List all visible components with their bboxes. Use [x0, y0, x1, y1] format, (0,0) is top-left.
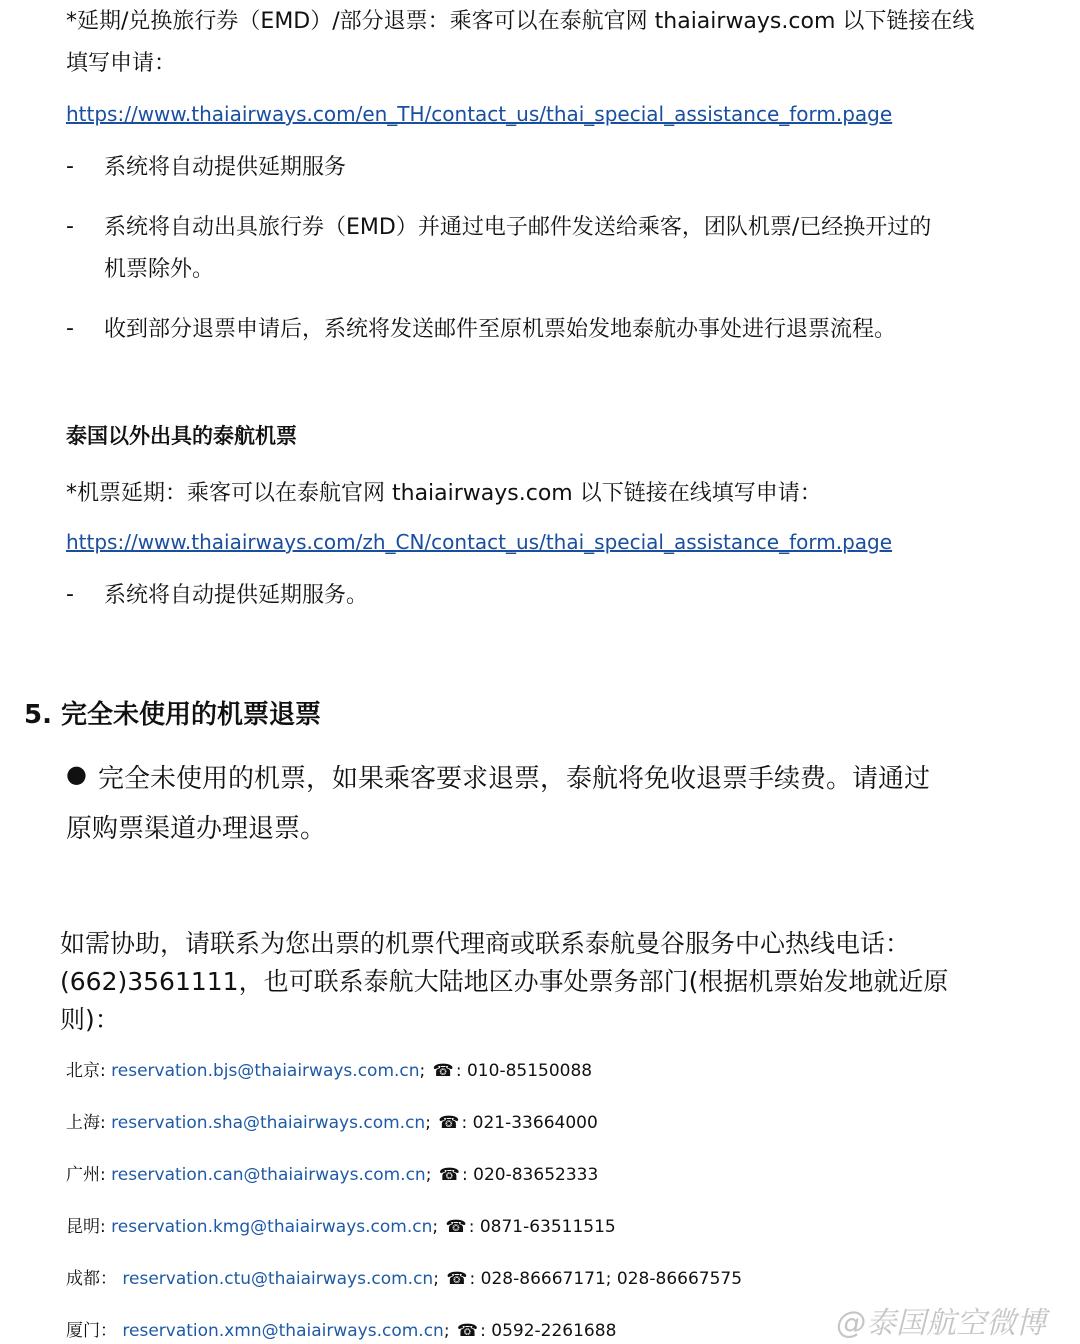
- section-5-heading: 5. 完全未使用的机票退票: [24, 700, 322, 730]
- help-line-1: 如需协助，请联系为您出票的机票代理商或联系泰航曼谷服务中心热线电话：: [60, 929, 911, 958]
- email-link[interactable]: reservation.bjs@thaiairways.com.cn: [111, 1061, 420, 1081]
- separator: ;: [443, 1321, 450, 1341]
- phone-number: : 010-85150088: [455, 1061, 593, 1081]
- dash-marker: -: [66, 582, 74, 607]
- watermark: @泰国航空微博: [836, 1306, 1046, 1341]
- phone-number: : 0871-63511515: [468, 1217, 616, 1237]
- phone-number: : 021-33664000: [461, 1113, 598, 1133]
- thailand-form-link[interactable]: https://www.thaiairways.com/en_TH/contact_us/thai_special_assistance_form.page: [66, 102, 893, 126]
- city-label: 北京:: [66, 1061, 106, 1081]
- city-label: 广州:: [66, 1165, 106, 1185]
- thailand-bullet-2-line-2: 机票除外。: [104, 257, 215, 282]
- dash-marker: -: [66, 316, 74, 341]
- city-label: 上海:: [66, 1113, 106, 1133]
- section-5-line-1: 完全未使用的机票，如果乘客要求退票，泰航将免收退票手续费。请通过: [98, 764, 931, 794]
- phone-number: : 028-86667171; 028-86667575: [469, 1269, 743, 1289]
- phone-number: : 020-83652333: [462, 1165, 599, 1185]
- phone-number: : 0592-2261688: [480, 1321, 617, 1341]
- city-label: 厦门：: [66, 1321, 117, 1341]
- outside-bullet-1: 系统将自动提供延期服务。: [104, 583, 369, 608]
- phone-icon: ☎: [438, 1165, 461, 1185]
- email-link[interactable]: reservation.ctu@thaiairways.com.cn: [122, 1269, 434, 1289]
- section-5-line-2: 原购票渠道办理退票。: [66, 814, 327, 844]
- contact-row: [66, 1316, 616, 1341]
- city-label: 成都：: [66, 1269, 117, 1289]
- thailand-line-2: 填写申请：: [66, 51, 177, 76]
- bullet-dot: ●: [66, 760, 87, 788]
- phone-icon: ☎: [438, 1113, 460, 1133]
- email-link[interactable]: reservation.xmn@thaiairways.com.cn: [122, 1321, 444, 1341]
- phone-icon: ☎: [445, 1217, 467, 1237]
- contact-row: [66, 1108, 598, 1133]
- thailand-bullet-2-line-1: 系统将自动出具旅行券（EMD）并通过电子邮件发送给乘客，团队机票/已经换开过的: [104, 215, 932, 240]
- outside-form-link[interactable]: https://www.thaiairways.com/zh_CN/contact_us/thai_special_assistance_form.page: [66, 530, 893, 554]
- outside-heading: 泰国以外出具的泰航机票: [66, 424, 297, 448]
- help-line-3: 则)：: [60, 1005, 120, 1034]
- outside-line-1: *机票延期：乘客可以在泰航官网 thaiairways.com 以下链接在线填写申请：: [66, 481, 822, 506]
- separator: ;: [419, 1061, 426, 1081]
- phone-icon: ☎: [432, 1061, 454, 1081]
- separator: ;: [433, 1269, 439, 1289]
- dash-marker: -: [66, 214, 74, 239]
- separator: ;: [432, 1217, 439, 1237]
- contact-row: [66, 1056, 592, 1081]
- phone-icon: ☎: [456, 1321, 479, 1341]
- city-label: 昆明:: [66, 1217, 106, 1237]
- phone-icon: ☎: [446, 1269, 468, 1289]
- separator: ;: [425, 1113, 431, 1133]
- contact-row: [66, 1212, 616, 1237]
- thailand-line-1: *延期/兑换旅行券（EMD）/部分退票：乘客可以在泰航官网 thaiairways.com 以下链接在线: [66, 9, 975, 34]
- help-line-2: (662)3561111，也可联系泰航大陆地区办事处票务部门(根据机票始发地就近原: [60, 967, 949, 996]
- contact-row: [66, 1264, 742, 1289]
- email-link[interactable]: reservation.sha@thaiairways.com.cn: [111, 1113, 426, 1133]
- thailand-bullet-1: 系统将自动提供延期服务: [104, 155, 347, 180]
- separator: ;: [425, 1165, 432, 1185]
- dash-marker: -: [66, 154, 74, 179]
- contact-row: [66, 1160, 598, 1185]
- thailand-bullet-3: 收到部分退票申请后，系统将发送邮件至原机票始发地泰航办事处进行退票流程。: [104, 317, 897, 342]
- email-link[interactable]: reservation.kmg@thaiairways.com.cn: [111, 1217, 433, 1237]
- email-link[interactable]: reservation.can@thaiairways.com.cn: [111, 1165, 426, 1185]
